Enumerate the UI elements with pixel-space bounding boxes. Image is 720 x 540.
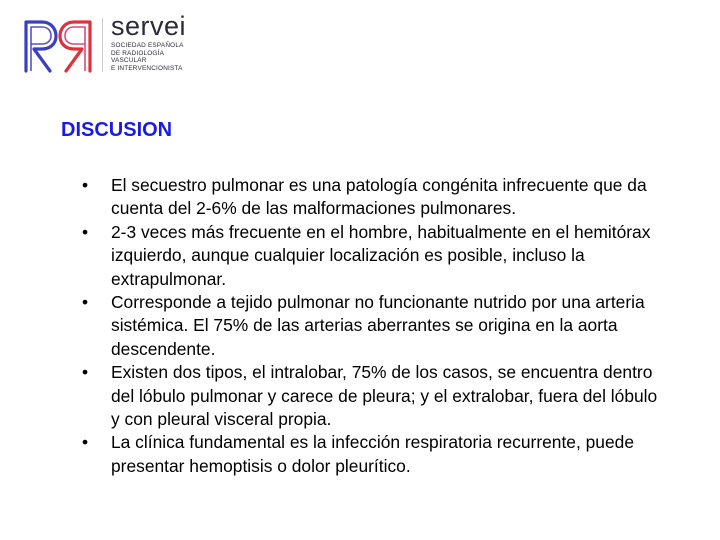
logo-wordmark: servei: [111, 11, 187, 41]
bullet-text: La clínica fundamental es la infección respiratoria recurrente, puede presentar hemoptisis o dolor pleurítico.: [111, 432, 634, 476]
bullet-item: [82, 174, 662, 221]
bullet-item: [82, 221, 662, 291]
servei-logo-mark-icon: [22, 16, 94, 74]
bullet-list: [82, 174, 662, 478]
bullet-point-icon: •: [82, 432, 89, 453]
bullet-item: [82, 361, 662, 431]
bullet-point-icon: •: [82, 175, 89, 195]
logo-tagline: [111, 42, 184, 72]
bullet-text: Corresponde a tejido pulmonar no funcionante nutrido por una arteria sistémica. El 75% de las arterias aberrantes se origina en la aorta descendente.: [111, 292, 645, 359]
logo-tagline-line: SOCIEDAD ESPAÑOLA: [111, 42, 184, 49]
bullet-text: El secuestro pulmonar es una patología congénita infrecuente que da cuenta del 2-6% de las malformaciones pulmonares.: [111, 175, 647, 219]
bullet-text: 2-3 veces más frecuente en el hombre, habitualmente en el hemitórax izquierdo, aunque cualquier localización es posible, incluso la extrapulmonar.: [111, 221, 651, 289]
slide-title: DISCUSION: [61, 119, 173, 141]
bullet-point-icon: •: [82, 292, 89, 313]
bullet-item: [82, 431, 662, 478]
logo-tagline-line: DE RADIOLOGÍA: [111, 49, 165, 57]
servei-logo: [22, 11, 222, 78]
logo-tagline-line: VASCULAR: [111, 57, 147, 65]
bullet-point-icon: •: [82, 221, 89, 242]
bullet-text: Existen dos tipos, el intralobar, 75% de los casos, se encuentra dentro del lóbulo pulmonar y carece de pleura; y el extralobar, fuera del lóbulo y con pleural visceral propia.: [111, 362, 658, 430]
logo-divider: [102, 18, 103, 72]
bullet-point-icon: •: [82, 362, 89, 383]
bullet-item: [82, 291, 662, 361]
logo-tagline-line: E INTERVENCIONISTA: [111, 64, 183, 72]
